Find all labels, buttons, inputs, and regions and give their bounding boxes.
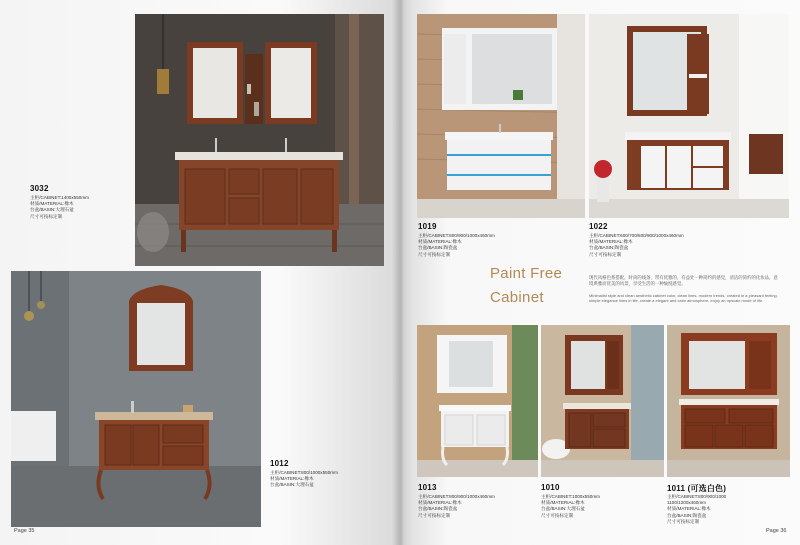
spec-line: 尺寸可按标定制 xyxy=(667,518,700,524)
product-photo-3032 xyxy=(135,14,384,266)
product-model-1013: 1013 xyxy=(418,483,437,492)
headline-line: Cabinet xyxy=(490,289,544,306)
spec-line: 材质/MATERIAL:橡木 xyxy=(270,476,314,482)
spec-line: 主柜/CABINET:800/900/1000 xyxy=(667,494,727,499)
product-specs-3032 xyxy=(30,195,89,220)
spec-line: 台盆/BASIN:大理石盆 xyxy=(270,482,314,488)
product-model-1019: 1019 xyxy=(418,222,437,231)
product-specs-1013 xyxy=(418,494,495,519)
product-model-3032: 3032 xyxy=(30,184,49,193)
product-model-1010: 1010 xyxy=(541,483,560,492)
spec-line: 尺寸可按标定制 xyxy=(418,251,451,257)
product-photo-1019 xyxy=(417,14,585,218)
product-model-1012: 1012 xyxy=(270,459,289,468)
spec-line: 台盆/BASIN:陶瓷盆 xyxy=(418,506,458,512)
spec-line: 材质/MATERIAL:橡木 xyxy=(667,506,711,512)
spec-line: 尺寸可按标定制 xyxy=(589,251,622,257)
spec-line: 台盆/BASIN:陶瓷盆 xyxy=(418,245,458,251)
product-specs-1010 xyxy=(541,494,600,519)
spec-line: 材质/MATERIAL:橡木 xyxy=(589,239,633,245)
spec-line: 尺寸可按标定制 xyxy=(541,512,574,518)
spec-line: 材质/MATERIAL:橡木 xyxy=(418,500,462,506)
section-headline xyxy=(490,262,562,310)
spec-line: 主柜/CABINET:1000x550mm xyxy=(541,494,600,499)
spec-line: 尺寸可按标定制 xyxy=(30,213,63,219)
spec-line: 材质/MATERIAL:橡木 xyxy=(541,500,585,506)
spec-line: 主柜/CABINET:800/900/1000x460mm xyxy=(418,494,495,499)
book-gutter xyxy=(392,0,412,545)
right-page xyxy=(400,0,800,545)
spec-line: 材质/MATERIAL:橡木 xyxy=(30,201,74,207)
product-specs-1019 xyxy=(418,233,495,258)
spec-line: 主柜/CABINET:800/1000x550mm xyxy=(270,470,338,475)
page-number-right: Page 36 xyxy=(766,528,787,534)
page-number-left: Page 35 xyxy=(14,528,35,534)
spec-line: 材质/MATERIAL:橡木 xyxy=(418,239,462,245)
product-model-1011: 1011 (可选白色) xyxy=(667,484,727,493)
product-specs-1022 xyxy=(589,233,684,258)
product-specs-1012 xyxy=(270,470,338,489)
product-specs-1011 xyxy=(667,494,726,525)
product-photo-1022 xyxy=(589,14,789,218)
spec-line: 台盆/BASIN:大理石盆 xyxy=(30,207,74,213)
intro-text-cn: 现代风格色系搭配，时尚的线条，带有优雅的，有益处一种简约的感觉，清洁的简约的化妆品，意境典雅而优美的风景，享受生活的一种愉悦感觉。 xyxy=(589,275,778,286)
product-model-1022: 1022 xyxy=(589,222,608,231)
spec-line: 主柜/CABINET:600/700/800/900/1000x460mm xyxy=(589,233,684,238)
product-photo-1011 xyxy=(667,325,790,477)
product-photo-1010 xyxy=(541,325,664,477)
intro-text-en: Minimalist style and clean aesthetic cabinet color, clean lines, modern trends, created in a pleasant feeling, simple elegance lines in life, create a elegant and calm atmosphere, enjoy an upscale mode of life. xyxy=(589,293,778,304)
spec-line: 台盆/BASIN:陶瓷盆 xyxy=(589,245,629,251)
spec-line: 尺寸可按标定制 xyxy=(418,512,451,518)
spec-line: 主柜/CABINET:800/900/1000x460mm xyxy=(418,233,495,238)
spec-line: 1100/1200x460mm xyxy=(667,500,706,506)
spec-line: 台盆/BASIN:大理石盆 xyxy=(541,506,585,512)
product-photo-1013 xyxy=(417,325,538,477)
product-photo-1012 xyxy=(11,271,261,527)
spec-line: 台盆/BASIN:陶瓷盆 xyxy=(667,512,707,518)
spec-line: 主柜/CABINET:1400x550mm xyxy=(30,195,89,200)
headline-line: Paint Free xyxy=(490,265,563,282)
